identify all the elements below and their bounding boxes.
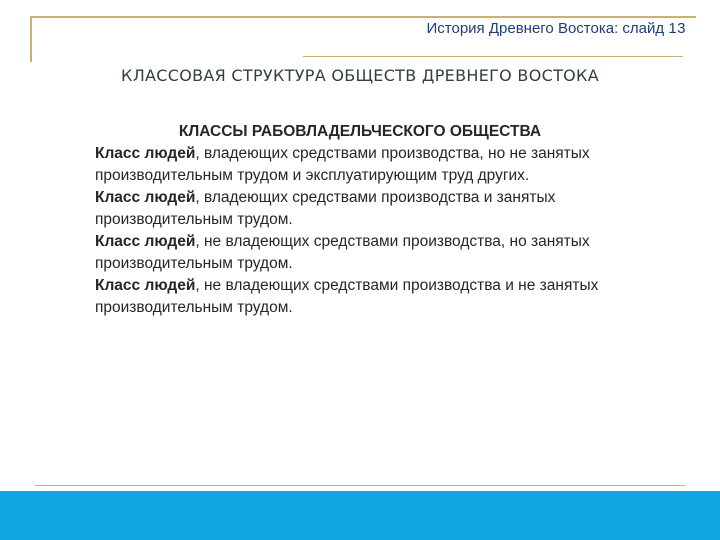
content-subtitle: КЛАССЫ РАБОВЛАДЕЛЬЧЕСКОГО ОБЩЕСТВА (178, 123, 542, 140)
frame-left-line (30, 16, 32, 62)
slide-header-text: История Древнего Востока: слайд (426, 20, 665, 37)
list-item-lead: Класс людей (95, 145, 196, 162)
slide-header (427, 20, 686, 37)
list-item (95, 275, 655, 319)
list-item (95, 143, 655, 187)
list-item-text: , владеющих средствами производства, но не занятых производительным трудом и эксплуатирующим труд других. (95, 145, 590, 184)
list-item-lead: Класс людей (95, 277, 196, 294)
footer-line (35, 485, 685, 486)
list-item-text: , владеющих средствами производства и занятых производительным трудом. (95, 189, 556, 228)
list-item-lead: Класс людей (95, 233, 196, 250)
list-item-text: , не владеющих средствами производства и не занятых производительным трудом. (95, 277, 599, 316)
frame-top-line (30, 16, 696, 18)
header-underline (303, 56, 683, 57)
list-item-lead: Класс людей (95, 189, 196, 206)
list-item (95, 187, 655, 231)
slide-title: КЛАССОВАЯ СТРУКТУРА ОБЩЕСТВ ДРЕВНЕГО ВОСТОКА (121, 66, 599, 85)
footer-bar (0, 491, 720, 540)
list-item-text: , не владеющих средствами производства, но занятых производительным трудом. (95, 233, 590, 272)
slide-number: 13 (668, 20, 686, 37)
list-item (95, 231, 655, 275)
slide-content (95, 121, 655, 319)
